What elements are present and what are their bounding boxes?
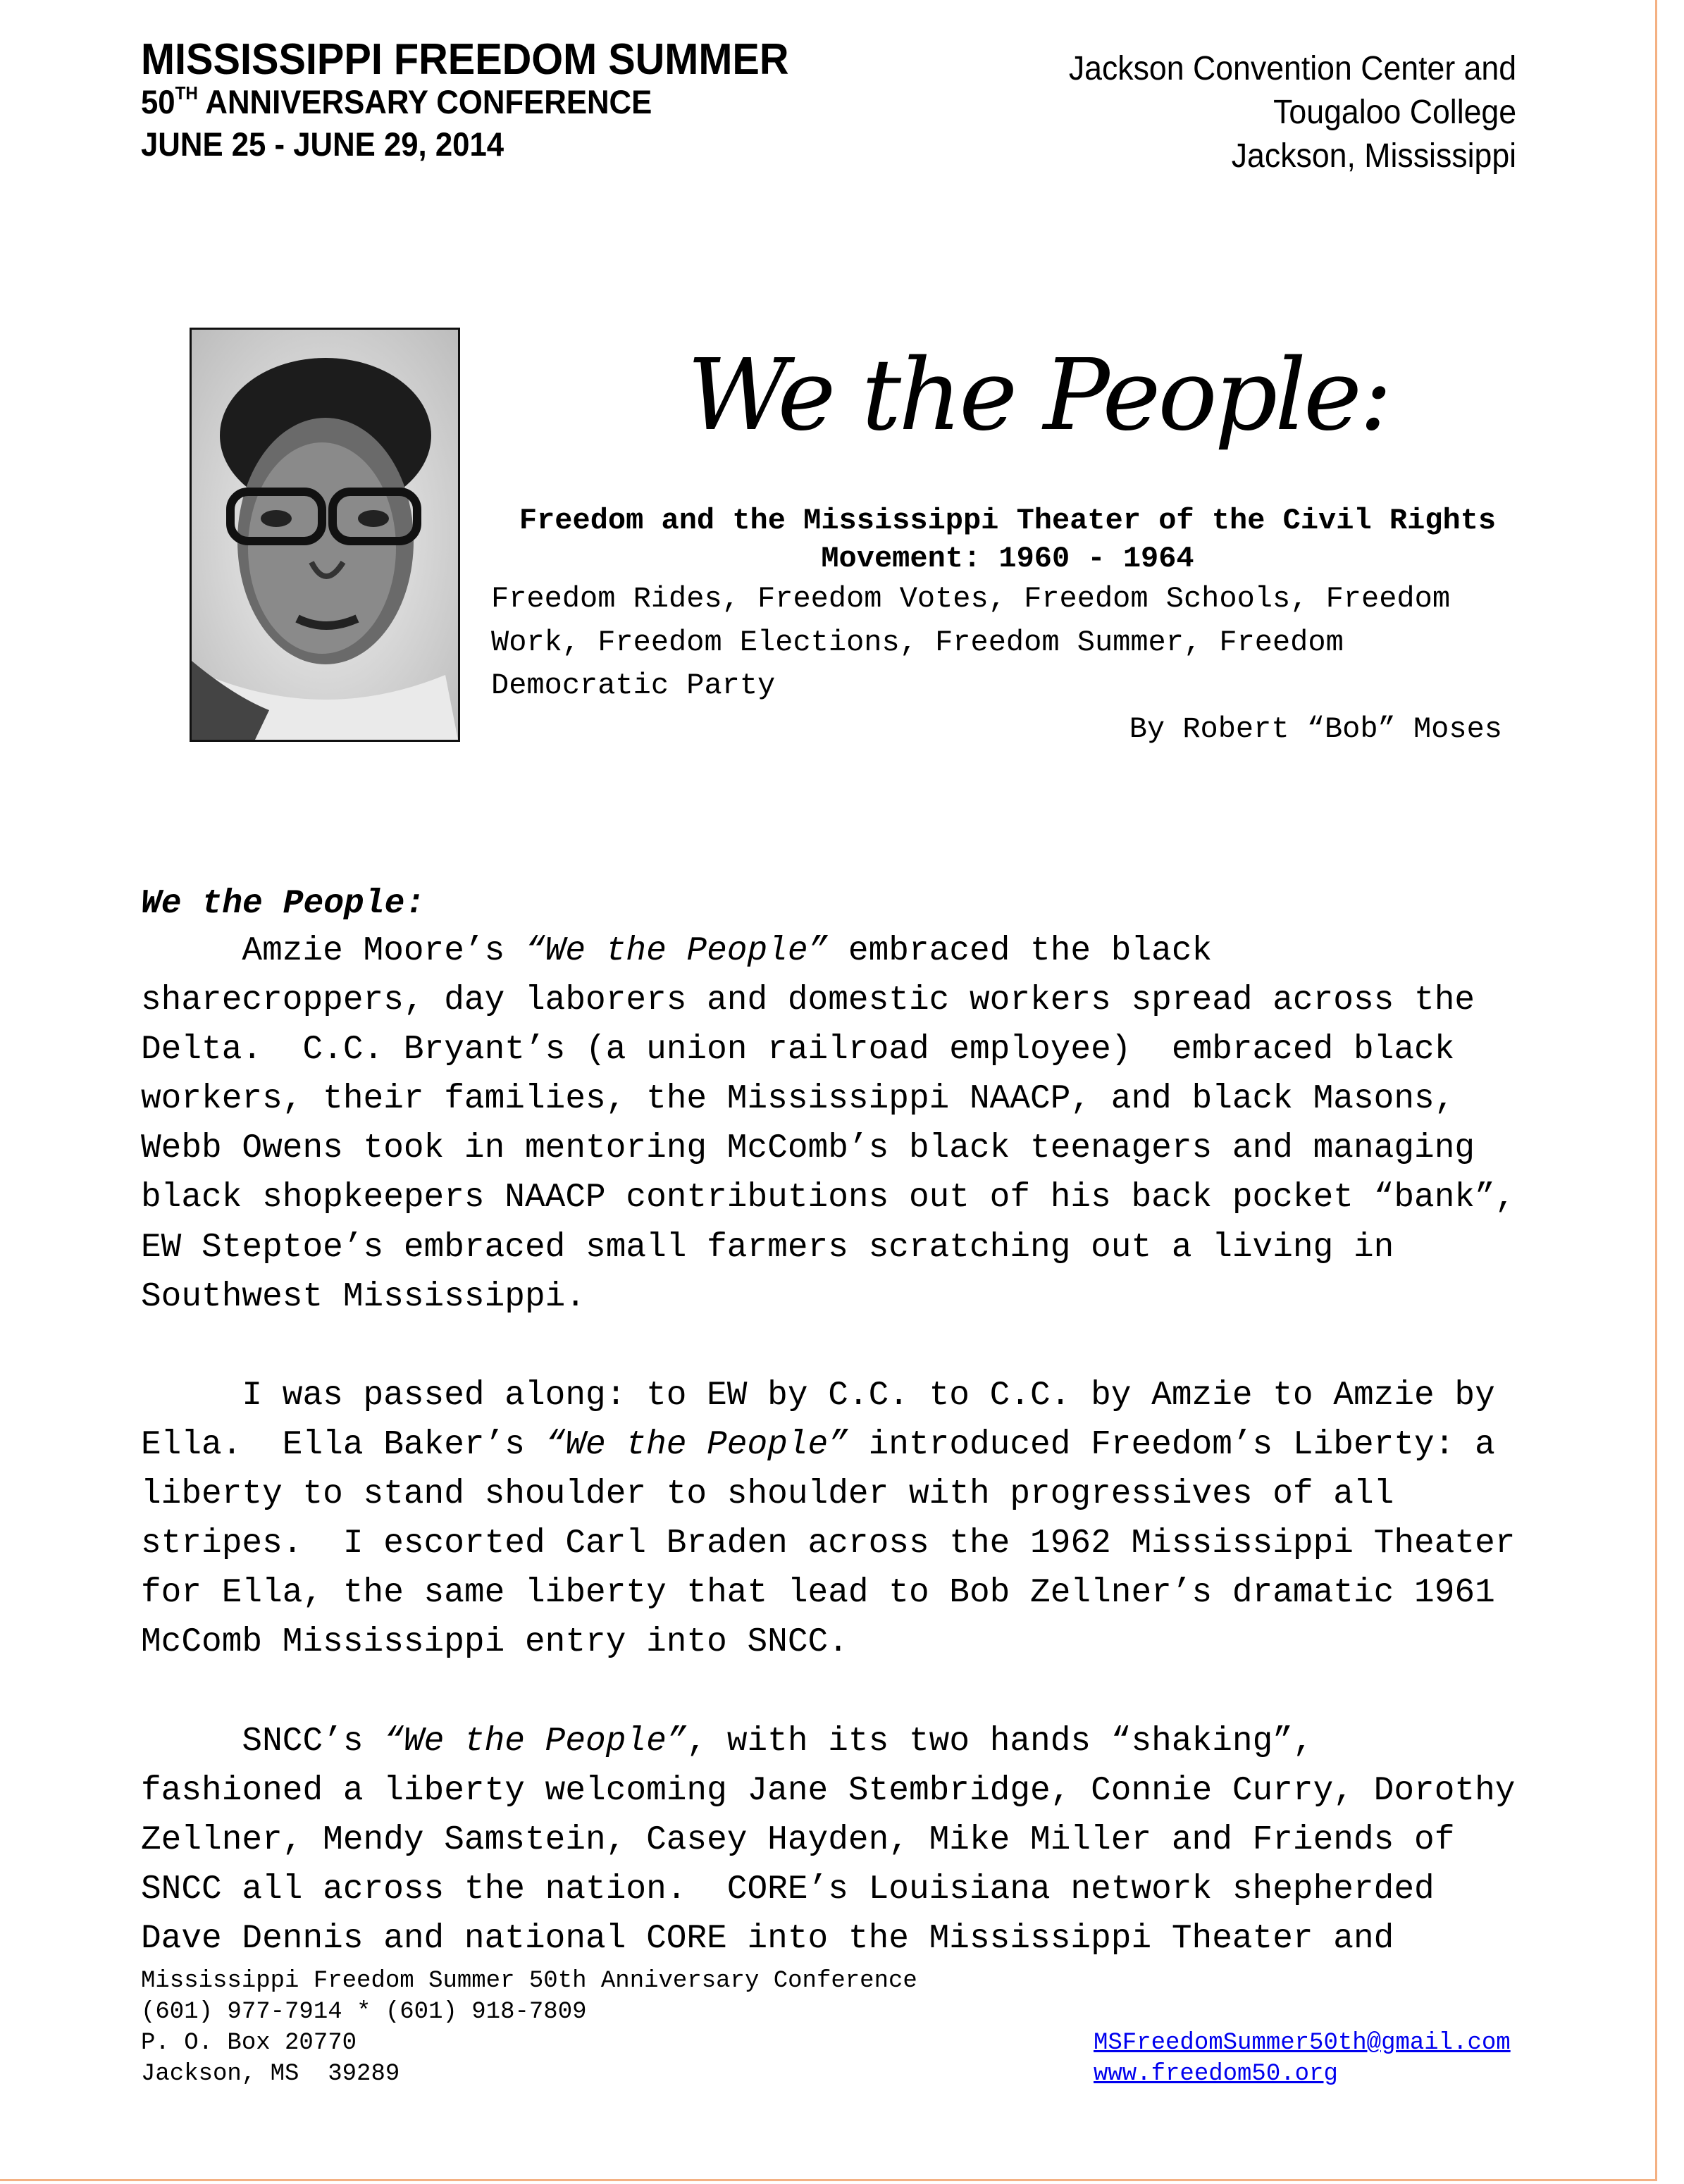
anniversary-number: 50 — [141, 83, 175, 120]
body-line — [141, 1717, 1515, 1766]
anniversary-line — [141, 81, 788, 123]
body-text-segment: sharecroppers, day laborers and domestic workers spread across the — [141, 981, 1475, 1020]
essay-subtitle — [486, 502, 1529, 578]
body-line — [141, 1568, 1515, 1618]
subtitle-line: Freedom and the Mississippi Theater of the Civil Rights — [519, 504, 1497, 538]
email-link[interactable]: MSFreedomSummer50th@gmail.com — [1094, 2030, 1511, 2056]
body-line — [141, 1865, 1515, 1914]
topic-line: Democratic Party — [491, 669, 776, 702]
footer-line: P. O. Box 20770 — [141, 2030, 357, 2056]
body-text-segment: McComb Mississippi entry into SNCC. — [141, 1623, 848, 1662]
venue-line: Jackson Convention Center and — [1068, 50, 1516, 87]
body-text-segment: SNCC all across the nation. CORE’s Louisiana network shepherded — [141, 1870, 1435, 1909]
subtitle-line: Movement: 1960 - 1964 — [821, 542, 1194, 576]
topic-line: Work, Freedom Elections, Freedom Summer, Freedom — [491, 625, 1344, 659]
body-text-segment: workers, their families, the Mississippi NAACP, and black Masons, — [141, 1080, 1455, 1119]
footer-address — [141, 1966, 917, 2090]
venue-line: Jackson, Mississippi — [1231, 137, 1516, 175]
body-line — [141, 1914, 1515, 1963]
body-quote-italic: “We the People” — [545, 1425, 848, 1464]
body-heading: We the People: — [141, 885, 426, 923]
footer-line: (601) 977-7914 * (601) 918-7809 — [141, 1999, 587, 2025]
portrait-image — [192, 330, 458, 740]
body-line — [141, 1173, 1515, 1222]
body-line — [141, 1322, 1515, 1371]
body-line — [141, 1667, 1515, 1716]
body-quote-italic: “We the People” — [524, 932, 829, 970]
anniversary-text: ANNIVERSARY CONFERENCE — [197, 83, 652, 120]
body-quote-italic: “We the People” — [383, 1722, 687, 1761]
body-line — [141, 1025, 1515, 1074]
body-line — [141, 926, 1515, 976]
website-link[interactable]: www.freedom50.org — [1094, 2061, 1338, 2087]
body-line — [141, 1766, 1515, 1816]
body-line — [141, 1420, 1515, 1470]
body-text-segment: Southwest Mississippi. — [141, 1277, 586, 1316]
body-text-segment: SNCC’s — [141, 1722, 384, 1761]
body-line — [141, 1371, 1515, 1420]
venue-block — [1035, 47, 1516, 178]
author-byline: By Robert “Bob” Moses — [1129, 712, 1502, 746]
body-line — [141, 1816, 1515, 1865]
body-text-segment: I was passed along: to EW by C.C. to C.C. by Amzie to Amzie by — [141, 1376, 1495, 1415]
topic-line: Freedom Rides, Freedom Votes, Freedom Schools, Freedom — [491, 582, 1451, 616]
body-text-segment: EW Steptoe’s embraced small farmers scratching out a living in — [141, 1228, 1394, 1267]
body-text-segment: Amzie Moore’s — [141, 932, 525, 970]
anniversary-suffix: TH — [175, 82, 198, 104]
body-text-segment: , with its two hands “shaking”, — [686, 1722, 1313, 1761]
body-line — [141, 1124, 1515, 1173]
body-text-segment: fashioned a liberty welcoming Jane Stembridge, Connie Curry, Dorothy — [141, 1771, 1516, 1810]
body-text-segment: liberty to stand shoulder to shoulder with progressives of all — [141, 1475, 1394, 1514]
body-line — [141, 1519, 1515, 1568]
body-text — [141, 926, 1515, 1963]
body-text-segment: for Ella, the same liberty that lead to Bob Zellner’s dramatic 1961 — [141, 1574, 1495, 1613]
body-text-segment: Delta. C.C. Bryant’s (a union railroad employee) embraced black — [141, 1031, 1455, 1069]
body-text-segment: introduced Freedom’s Liberty: a — [848, 1425, 1495, 1464]
body-line — [141, 1618, 1515, 1667]
body-text-segment: Zellner, Mendy Samstein, Casey Hayden, Mike Miller and Friends of — [141, 1820, 1455, 1859]
footer-line: Jackson, MS 39289 — [141, 2061, 400, 2087]
venue-line: Tougaloo College — [1273, 94, 1516, 131]
script-title: We the People: — [687, 338, 1390, 453]
body-line — [141, 1223, 1515, 1272]
conference-dates: JUNE 25 - JUNE 29, 2014 — [141, 125, 504, 163]
body-line — [141, 976, 1515, 1025]
footer-line: Mississippi Freedom Summer 50th Anniversary Conference — [141, 1968, 917, 1994]
conference-title: MISSISSIPPI FREEDOM SUMMER — [141, 35, 789, 84]
body-line — [141, 1074, 1515, 1124]
body-line — [141, 1272, 1515, 1322]
body-text-segment: stripes. I escorted Carl Braden across the 1962 Mississippi Theater — [141, 1525, 1516, 1563]
topic-list — [491, 578, 1450, 708]
body-text-segment: Dave Dennis and national CORE into the Mississippi Theater and — [141, 1919, 1394, 1958]
author-portrait-photo — [190, 328, 460, 742]
conference-header — [141, 37, 838, 166]
body-text-segment: embraced the black — [828, 932, 1213, 970]
footer-links — [1094, 2028, 1511, 2090]
body-text-segment: Webb Owens took in mentoring McComb’s black teenagers and managing — [141, 1129, 1475, 1168]
body-text-segment: black shopkeepers NAACP contributions out of his back pocket “bank”, — [141, 1179, 1516, 1217]
body-line — [141, 1470, 1515, 1519]
body-text-segment: Ella. Ella Baker’s — [141, 1425, 545, 1464]
